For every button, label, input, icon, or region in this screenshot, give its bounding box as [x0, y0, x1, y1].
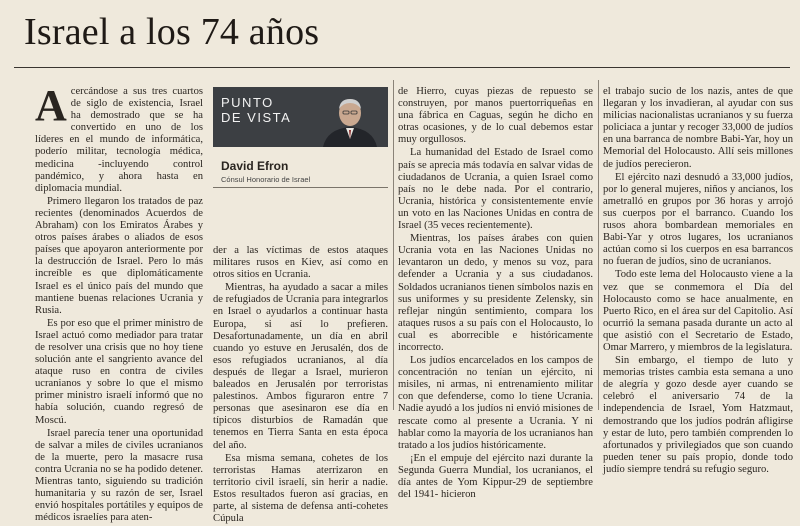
article-headline: Israel a los 74 años: [24, 11, 320, 53]
section-kicker: PUNTO DE VISTA: [221, 95, 292, 125]
column-1: [35, 81, 203, 525]
paragraph: Israel parecía tener una oportunidad de salvar a miles de civiles ucranianos de la muerte, pero la masacre rusa contra Ucrania no se ha podido detener. Mientras tanto, siguiendo su tradición humanitaria y su razón de ser, Israel envió hospitales portátiles y equipos de médicos israelíes para aten-: [35, 427, 203, 524]
paragraph: El ejército nazi desnudó a 33,000 judíos, por lo general mujeres, niños y ancianos, los ametralló en grupos por 36 horas y arrojó sus cuerpos por el barranco. Cuando los rusos ahora bombardean memoriales en Babi-Yar y otros lugares, los ucranianos actúan como si los cuerpos en esa barrancos no fueran de judíos, sino de ucranianos.: [603, 171, 793, 268]
paragraph: Es por eso que el primer ministro de Israel actuó como mediador para tratar de resolver una crisis que no hoy tiene solución ante el sangriento avance del ataque ruso en contra de civiles ucranianos y sobre lo que el mismo primer ministro israelí informó que no había solución, cuando regresó de Moscú.: [35, 317, 203, 426]
paragraph: Esa misma semana, cohetes de los terroristas Hamas aterrizaron en territorio civil israelí, sin herir a nadie. Estos resultados fueron así gracias, en parte, al sistema de defensa anti-cohetes Cúpula: [213, 452, 388, 525]
column-2: [213, 245, 388, 526]
paragraph: Sin embargo, el tiempo de luto y memorias tristes cambia esta semana a uno de alegría y gozo desde ayer cuando se celebró el aniversario 74 de la independencia de Israel, Yom Hatzmaut, demostrando que los judíos podrán afligirse y estar de luto, pero también comprenden lo afortunados y privilegiados que son cuando pueden tener su país propio, donde todo judío siempre tendrá su refugio seguro.: [603, 355, 793, 475]
opinion-rule: [213, 187, 388, 188]
column-4: [603, 86, 793, 477]
author-role: Cónsul Honorario de Israel: [221, 175, 311, 184]
drop-cap: A: [35, 81, 67, 130]
paragraph: de Hierro, cuyas piezas de repuesto se construyen, por manos puertorriqueñas en una fábrica en Caguas, según he dicho en otras ocasiones, y de lo cual debemos estar muy orgullosos.: [398, 86, 593, 146]
paragraph: Primero llegaron los tratados de paz recientes (denominados Acuerdos de Abraham) con los Emiratos Árabes y otros países árabes o aliados de esos países que apoyaron anteriormente por la destrucción de Israel. Pero lo más increíble es que diplomáticamente Israel es el único país del mundo que mantiene buenas relaciones Ucrania y Rusia.: [35, 195, 203, 316]
paragraph: el trabajo sucio de los nazis, antes de que llegaran y los invadieran, al ayudar con sus milicias nacionalistas ucranianos y su fuerza policiaca a juntar y recoger 33,000 de judíos en una barranca de nombre Babi-Yar, hoy un Memorial del Holocausto. Allí seis millones de judíos perecieron.: [603, 86, 793, 170]
paragraph: Los judíos encarcelados en los campos de concentración no tenían un ejército, ni misiles, ni armas, ni entrenamiento militar con que defenderse, como lo tiene Ucrania. Nadie ayudó a los judíos ni envió misiones de rescate como al presente a Ucrania. Y ni hablar como la mayoría de los ucranianos han tratado a los judíos históricamente.: [398, 355, 593, 451]
paragraph: Todo este lema del Holocausto viene a la vez que se conmemora el Día del Holocausto como se hace anualmente, en Puerto Rico, en el área sur del Capitolio. Así ocurrió la semana pasada durante un acto al que asistió con el Secretario de Estado, Omar Marrero, y miembros de la legislatura.: [603, 269, 793, 353]
column-3: [398, 86, 593, 502]
column-divider: [598, 80, 599, 410]
paragraph: der a las víctimas de estos ataques militares rusos en Kiev, así como en otros sitios en Ucrania.: [213, 245, 388, 281]
paragraph: Mientras, ha ayudado a sacar a miles de refugiados de Ucrania para integrarlos en Israel o ayudarlos a continuar hasta Europa, si así lo prefieren. Desafortunadamente, un día en abril cuando yo estuve en Jerusalén, dos de esos refugiados ucranianos, al día después de llegar a Israel, murieron baleados en Jerusalén por terroristas palestinos. Ambos figuraron entre 7 personas que asesinaron ese día en típicos disturbios de Ramadán que tenemos en Tierra Santa en esta época del año.: [213, 282, 389, 451]
author-portrait: [315, 91, 385, 147]
author-name: David Efron: [221, 159, 289, 173]
paragraph: Acercándose a sus tres cuartos de siglo de existencia, Israel ha demostrado que se ha convertido en uno de los líderes en el mundo de informática, poderío militar, tecnología médica, medicina -incluyendo control pandémico, y ahora hasta en diplomacia mundial.: [35, 81, 203, 194]
paragraph: ¡En el empuje del ejército nazi durante la Segunda Guerra Mundial, los ucranianos, el día antes de Yom Kippur-29 de septiembre del 1941- hicieron: [398, 452, 593, 501]
opinion-box: [213, 87, 388, 237]
paragraph: La humanidad del Estado de Israel como país se aprecia más todavía en salvar vidas de ciudadanos de Ucrania, a quien Israel como país no le debe nada. Por el contrario, Ucrania, histórica y consistentemente envíe un voto en las Naciones Unidas en contra de Israel (35 veces recientemente).: [398, 147, 593, 232]
paragraph: Mientras, los países árabes con quien Ucrania vota en las Naciones Unidas no levantaron un dedo, y menos su voz, para defender a Ucrania y a sus ciudadanos. Soldados ucranianos tienen símbolos nazis en sus uniformes y su presidente Zelensky, sin reflejar ningún sentimiento, compara los ataques rusos a su país con el Holocausto, lo cual es aborrecible e históricamente incorrecto.: [398, 233, 593, 353]
column-divider: [393, 80, 394, 410]
headline-rule: [14, 67, 790, 68]
